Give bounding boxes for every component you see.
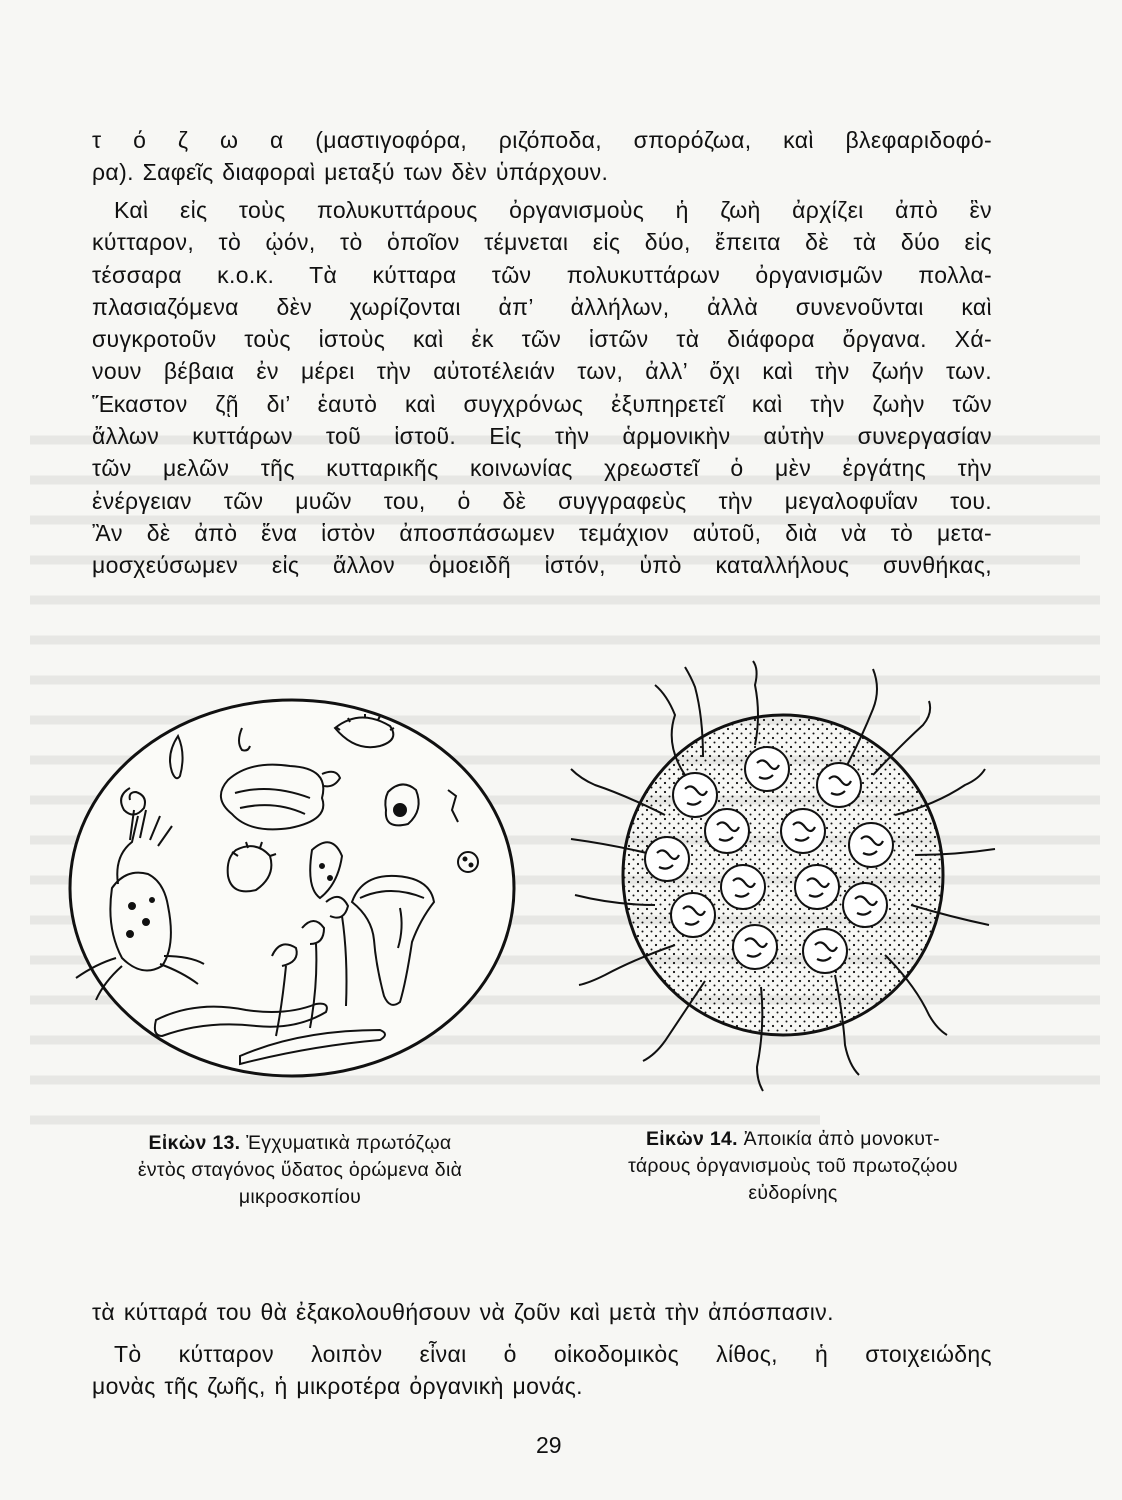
text-line: συγκροτοῦν τοὺς ἱστοὺς καὶ ἐκ τῶν ἱστῶν τὰ διάφορα ὄργανα. Χά- [92,326,992,353]
paragraph-multicellular [92,194,992,582]
text-line: τέσσαρα κ.ο.κ. Τὰ κύτταρα τῶν πολυκυττάρων ὀργανισμῶν πολλα- [92,261,992,288]
caption-line: ἐντὸς σταγόνος ὕδατος ὁρώμενα διὰ [137,1159,463,1181]
figure-13-label: Εἰκὼν 13. [148,1132,241,1154]
text-line: νουν βέβαια ἐν μέρει τὴν αὐτοτέλειάν των, ἀλλ’ ὄχι καὶ τὴν ζωήν των. [92,358,992,385]
figure-14-eudorina-colony-drawing [555,655,1015,1105]
figure-13-caption [70,1130,530,1211]
text-line: μοσχεύσωμεν εἰς ἄλλον ὁμοειδῆ ἱστόν, ὑπὸ καταλλήλους συνθήκας, [92,552,992,579]
paragraph-conclusion [92,1338,992,1403]
text-line: τ ό ζ ω α (μαστιγοφόρα, ριζόποδα, σπορόζωα, καὶ βλεφαριδοφό- [92,127,992,153]
text-line: ἐνέργειαν τῶν μυῶν του, ὁ δὲ συγγραφεὺς τὴν μεγαλοφυΐαν του. [92,487,992,514]
text-line: Ἂν δὲ ἀπὸ ἕνα ἱστὸν ἀποσπάσωμεν τεμάχιον αὐτοῦ, διὰ νὰ τὸ μετα- [92,519,992,546]
figure-14-caption [578,1126,1008,1207]
text-line: ρα). Σαφεῖς διαφοραὶ μεταξύ των δὲν ὑπάρχουν. [92,159,609,186]
caption-line: τάρους ὀργανισμοὺς τοῦ πρωτοζῴου [628,1155,958,1177]
paragraph-continuation [92,1296,992,1328]
text-line: μονὰς τῆς ζωῆς, ἡ μικροτέρα ὀργανικὴ μονάς. [92,1373,583,1400]
text-line: τὰ κύτταρά του θὰ ἐξακολουθήσουν νὰ ζοῦν καὶ μετὰ τὴν ἀπόσπασιν. [92,1299,834,1325]
paragraph-intro [92,124,992,189]
caption-line: μικροσκοπίου [238,1186,362,1208]
caption-line: Ἀποικία ἀπὸ μονοκυτ- [743,1128,940,1150]
figure-14-label: Εἰκὼν 14. [646,1128,738,1150]
text-line: Ἕκαστον ζῇ δι’ ἑαυτὸ καὶ συγχρόνως ἐξυπηρετεῖ καὶ τὴν ζωὴν τῶν [92,390,992,417]
text-line: Τὸ κύτταρον λοιπὸν εἶναι ὁ οἰκοδομικὸς λίθος, ἡ στοιχειώδης [114,1341,992,1367]
caption-line: Ἐγχυματικὰ πρωτόζῳα [246,1132,452,1154]
text-line: Καὶ εἰς τοὺς πολυκυττάρους ὀργανισμοὺς ἡ ζωὴ ἀρχίζει ἀπὸ ἓν [114,197,992,223]
figure-13-protozoa-drawing [60,688,520,1088]
text-line: κύτταρον, τὸ ᾠόν, τὸ ὁποῖον τέμνεται εἰς δύο, ἔπειτα δὲ τὰ δύο εἰς [92,229,992,256]
caption-line: εὐδορίνης [748,1182,838,1204]
text-line: ἄλλων κυττάρων τοῦ ἱστοῦ. Εἰς τὴν ἁρμονικὴν αὐτὴν συνεργασίαν [92,423,992,450]
page-number: 29 [536,1432,562,1458]
text-line: τῶν μελῶν τῆς κυτταρικῆς κοινωνίας χρεωστεῖ ὁ μὲν ἐργάτης τὴν [92,455,992,482]
water-drop-circle [70,700,514,1076]
text-line: πλασιαζόμενα δὲν χωρίζονται ἀπ’ ἀλλήλων, ἀλλὰ συνενοῦνται καὶ [92,293,992,320]
